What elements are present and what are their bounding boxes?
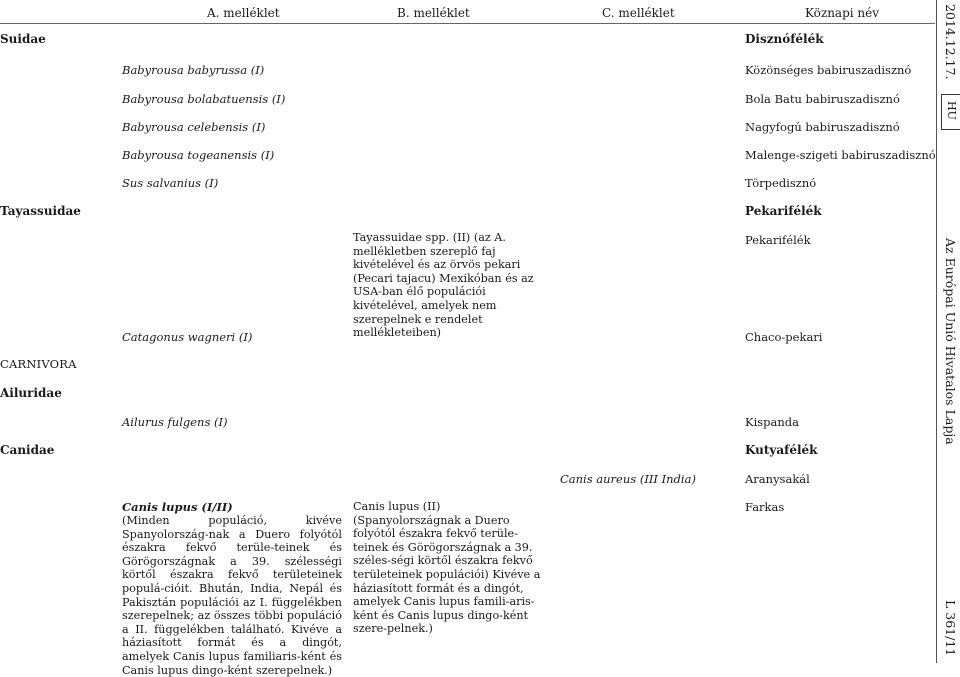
language-box [941,94,960,130]
common-tayassuidae-spp: Pekarifélék [745,233,811,247]
canis-aureus-annex-c: Canis aureus (III India) [560,472,696,486]
common-canis-lupus: Farkas [745,500,785,514]
common-ailurus-fulgens: Kispanda [745,415,800,429]
order-carnivora: CARNIVORA [0,357,77,371]
canis-lupus-annex-b-text: Canis lupus (II) (Spanyolországnak a Duero folyótól északra fekvő terüle-teinek és Görögországnak a 39. széles-ségi körtől északra fekvő területeinek populációi) Kivéve a háziasított formát és a dingót, amelyek Canis lupus famili-aris-ként és Canis lupus dingo-ként szere-pelnek.) [353,500,541,636]
language-code: HU [945,101,958,120]
family-tayassuidae: Tayassuidae [0,204,81,218]
common-catagonus-wagneri: Chaco-pekari [745,330,823,344]
common-family-suidae: Disznófélék [745,32,824,46]
common-babyrousa-babyrussa: Közönséges babiruszadisznó [745,63,912,77]
header-rule [0,23,935,24]
side-date: 2014.12.17. [943,4,958,80]
species-sus-salvanius: Sus salvanius (I) [122,176,219,190]
common-babyrousa-celebensis: Nagyfogú babiruszadisznó [745,120,900,134]
header-annex-b: B. melléklet [397,6,470,20]
species-babyrousa-babyrussa: Babyrousa babyrussa (I) [122,63,265,77]
species-babyrousa-bolabatuensis: Babyrousa bolabatuensis (I) [122,92,286,106]
side-page-number: L 361/11 [943,600,958,657]
family-ailuridae: Ailuridae [0,386,62,400]
common-canis-aureus: Aranysakál [745,472,810,486]
canis-lupus-annex-a-text: (Minden populáció, kivéve Spanyolország-nak a Duero folyótól északra fekvő terüle-teinek és Görögországnak a 39. szélességi körtől északra fekvő területeinek populá-cióit. Bhután, India, Nepál és Pakisztán populációi az I. függelékben szerepelnek; az összes többi populáció a II. függelékben található. Kivéve a háziasított formát és a dingót, amelyek Canis lupus familiaris-ként és Canis lupus dingo-ként szerepelnek.) [122,514,342,677]
species-ailurus-fulgens: Ailurus fulgens (I) [122,415,228,429]
species-babyrousa-celebensis: Babyrousa celebensis (I) [122,120,266,134]
common-family-canidae: Kutyafélék [745,443,818,457]
species-catagonus-wagneri: Catagonus wagneri (I) [122,330,253,344]
common-babyrousa-togeanensis: Malenge-szigeti babiruszadisznó [745,148,936,162]
common-babyrousa-bolabatuensis: Bola Batu babiruszadisznó [745,92,900,106]
common-sus-salvanius: Törpedisznó [745,176,817,190]
header-annex-a: A. melléklet [207,6,280,20]
side-journal-title: Az Európai Unió Hivatalos Lapja [943,238,958,445]
tayassuidae-spp-annex-b: Tayassuidae spp. (II) (az A. mellékletben szereplő faj kivételével és az örvös pekari (Pecari tajacu) Mexikóban és az USA-ban élő populációi kivételével, amelyek nem szerepelnek e rendelet mellékleteiben) [353,231,534,340]
common-family-tayassuidae: Pekarifélék [745,204,822,218]
side-rule [936,0,937,663]
header-common-name: Köznapi név [805,6,880,20]
species-babyrousa-togeanensis: Babyrousa togeanensis (I) [122,148,275,162]
family-canidae: Canidae [0,443,55,457]
header-annex-c: C. melléklet [602,6,675,20]
canis-lupus-annex-a-title: Canis lupus (I/II) [122,500,233,514]
family-suidae: Suidae [0,32,46,46]
